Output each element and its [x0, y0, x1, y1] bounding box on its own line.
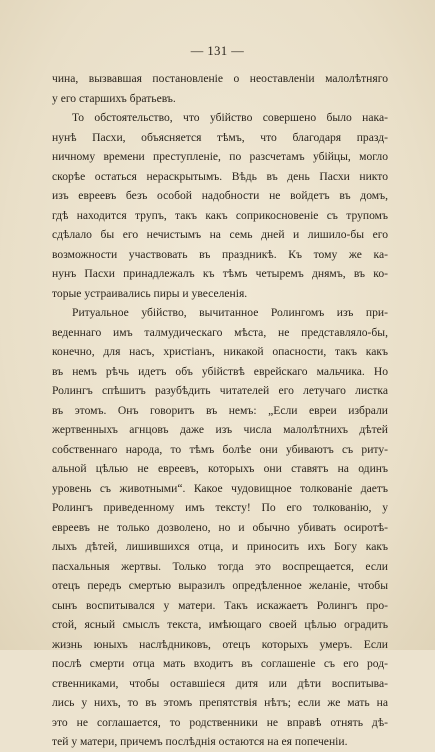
text-line: это не соглашается, то родственники не вправѣ отнять дѣ- — [52, 715, 388, 729]
text-line: скорѣе остаться нераскрытымъ. Вѣдь въ день Пасхи никто — [52, 169, 388, 183]
text-line: послѣ смерти отца мать входитъ въ соглашеніе съ его род- — [52, 657, 388, 670]
text-line: веденнаго имъ талмудическаго мѣста, не представляло-бы, — [52, 325, 388, 339]
text-line: нунѣ Пасхи, объясняется тѣмъ, что благодаря празд- — [52, 130, 388, 144]
text-line: жизнь юныхъ наслѣдниковъ, отецъ которыхъ умеръ. Если — [52, 637, 388, 651]
text-line: лыхъ дѣтей, лишившихся отца, и приносить ихъ Богу какъ — [52, 540, 388, 553]
text-line: альной цѣлью не евреевъ, которыхъ они ставятъ на одинъ — [52, 462, 388, 475]
text-line: у его старшихъ братьевъ. — [52, 91, 176, 105]
text-line: евреевъ не только дозволено, но и обычно убивать осиротѣ- — [52, 520, 388, 534]
text-line: жертвенныхъ агнцовъ даже изъ числа малолѣтнихъ дѣтей — [52, 423, 388, 436]
text-line: возможности участвовать въ праздникѣ. Къ тому же ка- — [52, 247, 388, 261]
text-line: нунъ Пасхи принадлежалъ къ тѣмъ четыремъ днямъ, въ ко- — [52, 267, 388, 280]
body-text — [52, 69, 388, 752]
text-line: отецъ передъ смертью выразилъ опредѣленное желаніе, чтобы — [52, 579, 388, 592]
text-line: въ немъ рѣчь идетъ объ убійствѣ еврейскаго мальчика. Но — [52, 364, 388, 378]
text-line: Ролингъ спѣшитъ разубѣдить читателей его летучаго листка — [52, 384, 388, 397]
text-line: сдѣлало бы его нечистымъ на семь дней и лишило-бы его — [52, 228, 388, 241]
text-line: стой, ясный смыслъ текста, имѣющаго своей цѣлью оградить — [52, 618, 388, 631]
text-line: торые устраивались пиры и увеселенія. — [52, 286, 248, 300]
text-line: тей у матери, причемъ послѣднія остаются на ея попеченіи. — [52, 735, 348, 748]
text-line: конечно, для насъ, христіанъ, никакой опасности, такъ какъ — [52, 345, 388, 358]
text-line: Ролингъ приведенному имъ тексту! По его толкованію, у — [52, 501, 388, 514]
text-line: уровень съ животными“. Какое чудовищное толкованіе даетъ — [52, 481, 388, 495]
text-line: въ этомъ. Онъ говоритъ въ немъ: „Если евреи избрали — [52, 403, 388, 417]
paragraph — [52, 303, 388, 752]
paragraph — [52, 69, 388, 108]
page-number: — 131 — — [190, 44, 245, 58]
text-line: гдѣ находится трупъ, такъ какъ соприкосновеніе съ трупомъ — [52, 208, 388, 222]
text-line: лись у нихъ, то въ этомъ препятствія нѣтъ; если же мать на — [52, 696, 388, 709]
text-line: ничному времени преступленіе, по разсчетамъ убійцы, могло — [52, 150, 388, 163]
text-line: пасхальныя жертвы. Только тогда это воспрещается, если — [52, 559, 388, 573]
text-line: Ритуальное убійство, вычитанное Ролингомъ изъ при- — [72, 306, 388, 319]
text-line: изъ евреевъ безъ особой надобности не войдетъ въ домъ, — [52, 189, 388, 202]
text-line: То обстоятельство, что убійство совершено было нака- — [72, 111, 388, 124]
text-line: сынъ воспитывался у матери. Такъ искажаетъ Ролингъ про- — [52, 598, 388, 612]
text-line: ственниками, чтобы оставшіеся дитя или дѣти воспитыва- — [52, 676, 388, 690]
text-line: чина, вызвавшая постановленіе о неоставленіи малолѣтняго — [52, 72, 388, 85]
paragraph — [52, 108, 388, 303]
text-line: собственнаго народа, то тѣмъ болѣе они убиваютъ съ риту- — [52, 442, 388, 456]
